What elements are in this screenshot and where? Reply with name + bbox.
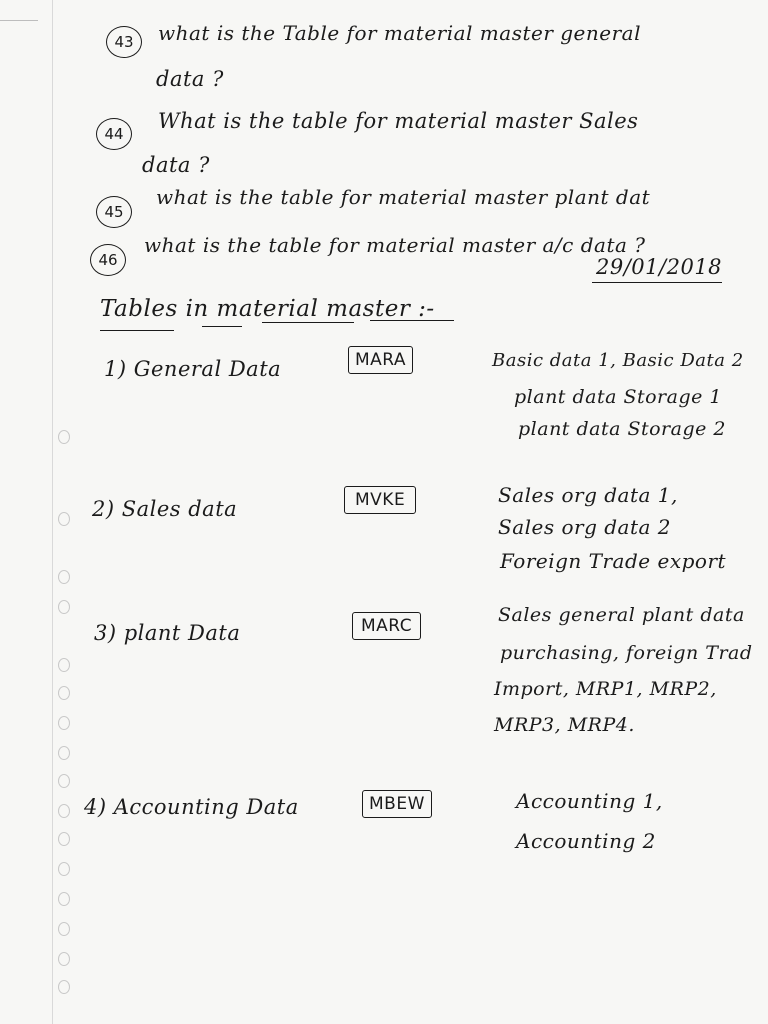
section-label: 1) General Data xyxy=(104,357,282,381)
question-text-continued: data ? xyxy=(142,153,210,177)
binder-hole xyxy=(58,600,70,614)
binder-hole xyxy=(58,952,70,966)
section-description: purchasing, foreign Trad xyxy=(500,642,753,664)
question-text-continued: data ? xyxy=(156,67,224,91)
binder-hole xyxy=(58,746,70,760)
binder-hole xyxy=(58,716,70,730)
section-description: Foreign Trade export xyxy=(500,549,727,573)
section-heading: Tables in material master :- xyxy=(100,296,435,322)
heading-underline xyxy=(262,322,354,323)
table-name-box: MARA xyxy=(348,346,413,374)
question-text: what is the table for material master a/c data ? xyxy=(144,233,646,257)
binder-hole xyxy=(58,892,70,906)
binder-hole xyxy=(58,512,70,526)
binder-hole xyxy=(58,774,70,788)
section-description: MRP3, MRP4. xyxy=(494,714,635,736)
section-description: Sales org data 2 xyxy=(498,515,672,539)
section-description: Basic data 1, Basic Data 2 xyxy=(492,350,744,371)
date-text: 29/01/2018 xyxy=(596,255,723,279)
section-description: Accounting 2 xyxy=(516,829,656,853)
heading-underline xyxy=(202,326,242,327)
table-name-box: MVKE xyxy=(344,486,416,514)
heading-underline xyxy=(370,320,454,321)
binder-holes xyxy=(58,0,82,1024)
margin-line xyxy=(52,0,53,1024)
section-label: 3) plant Data xyxy=(94,621,241,645)
section-description: Sales general plant data xyxy=(498,604,745,626)
table-name-box: MARC xyxy=(352,612,421,640)
section-description: Import, MRP1, MRP2, xyxy=(494,678,717,700)
question-number: 43 xyxy=(106,26,142,58)
heading-underline xyxy=(100,330,174,331)
date-underline xyxy=(592,282,722,283)
binder-hole xyxy=(58,832,70,846)
question-text: what is the Table for material master general xyxy=(158,21,641,45)
question-number: 45 xyxy=(96,196,132,228)
section-description: Accounting 1, xyxy=(516,789,663,813)
question-text: what is the table for material master plant dat xyxy=(156,185,651,209)
binder-hole xyxy=(58,570,70,584)
table-name-box: MBEW xyxy=(362,790,432,818)
question-number: 44 xyxy=(96,118,132,150)
section-description: Sales org data 1, xyxy=(498,483,678,507)
binder-hole xyxy=(58,658,70,672)
binder-hole xyxy=(58,980,70,994)
question-number: 46 xyxy=(90,244,126,276)
section-description: plant data Storage 1 xyxy=(514,386,723,408)
binder-hole xyxy=(58,862,70,876)
section-description: plant data Storage 2 xyxy=(518,418,727,440)
section-label: 4) Accounting Data xyxy=(84,795,299,819)
section-label: 2) Sales data xyxy=(92,497,238,521)
margin-dash xyxy=(0,20,38,21)
binder-hole xyxy=(58,922,70,936)
question-text: What is the table for material master Sales xyxy=(158,109,639,133)
binder-hole xyxy=(58,430,70,444)
binder-hole xyxy=(58,686,70,700)
binder-hole xyxy=(58,804,70,818)
